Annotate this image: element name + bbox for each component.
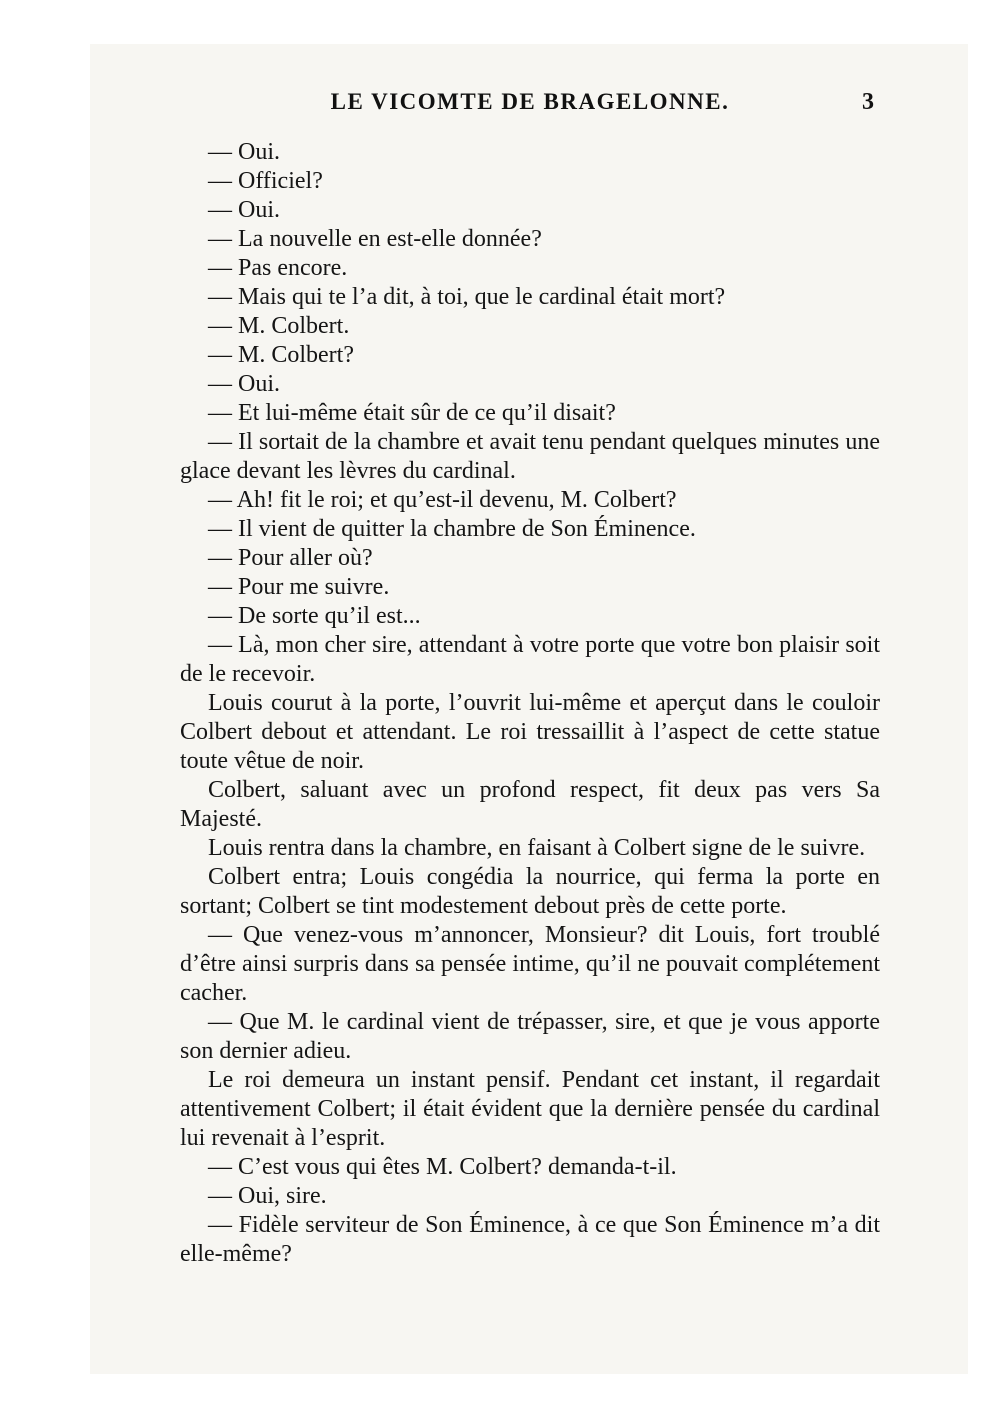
paragraph: Colbert entra; Louis congédia la nourrice, qui ferma la porte en sortant; Colbert se tint modestement debout près de cette porte. [180,864,880,919]
paragraph: — Ah! fit le roi; et qu’est-il devenu, M. Colbert? [208,487,677,513]
paragraph: — La nouvelle en est-elle donnée? [208,226,542,252]
paragraph: — Oui. [208,197,280,223]
paragraph: Colbert, saluant avec un profond respect, fit deux pas vers Sa Majesté. [180,777,880,832]
paragraph: — Que M. le cardinal vient de trépasser, sire, et que je vous apporte son dernier adieu. [180,1009,880,1064]
paragraph: — Pas encore. [208,255,348,281]
paragraph: — Que venez-vous m’annoncer, Monsieur? dit Louis, fort troublé d’être ainsi surpris dans sa pensée intime, qu’il ne pouvait complétement cacher. [180,922,880,1006]
paragraph: Louis rentra dans la chambre, en faisant à Colbert signe de le suivre. [208,835,866,861]
paragraph: — Il sortait de la chambre et avait tenu pendant quelques minutes une glace devant les lèvres du cardinal. [180,429,880,484]
paragraph: — Officiel? [208,168,323,194]
paragraph: Le roi demeura un instant pensif. Pendant cet instant, il regardait attentivement Colbert; il était évident que la dernière pensée du cardinal lui revenait à l’esprit. [180,1067,880,1151]
running-title: LE VICOMTE DE BRAGELONNE. [330,89,730,114]
page-number: 3 [862,89,874,115]
paragraph: — M. Colbert? [208,342,354,368]
body-text [180,138,880,1269]
paragraph: — Là, mon cher sire, attendant à votre porte que votre bon plaisir soit de le recevoir. [180,632,880,687]
paragraph: — Oui. [208,139,280,165]
paragraph: — Fidèle serviteur de Son Éminence, à ce que Son Éminence m’a dit elle-même? [180,1212,880,1267]
paragraph: — C’est vous qui êtes M. Colbert? demanda-t-il. [208,1154,677,1180]
paragraph: — Oui. [208,371,280,397]
paragraph: — De sorte qu’il est... [208,603,421,629]
paragraph: — Oui, sire. [208,1183,327,1209]
paragraph: Louis courut à la porte, l’ouvrit lui-même et aperçut dans le couloir Colbert debout et attendant. Le roi tressaillit à l’aspect de cette statue toute vêtue de noir. [180,690,880,774]
paragraph: — Il vient de quitter la chambre de Son Éminence. [208,516,696,542]
paragraph: — M. Colbert. [208,313,350,339]
paragraph: — Pour me suivre. [208,574,390,600]
paragraph: — Mais qui te l’a dit, à toi, que le cardinal était mort? [208,284,726,310]
paragraph: — Pour aller où? [208,545,373,571]
paragraph: — Et lui-même était sûr de ce qu’il disait? [208,400,616,426]
